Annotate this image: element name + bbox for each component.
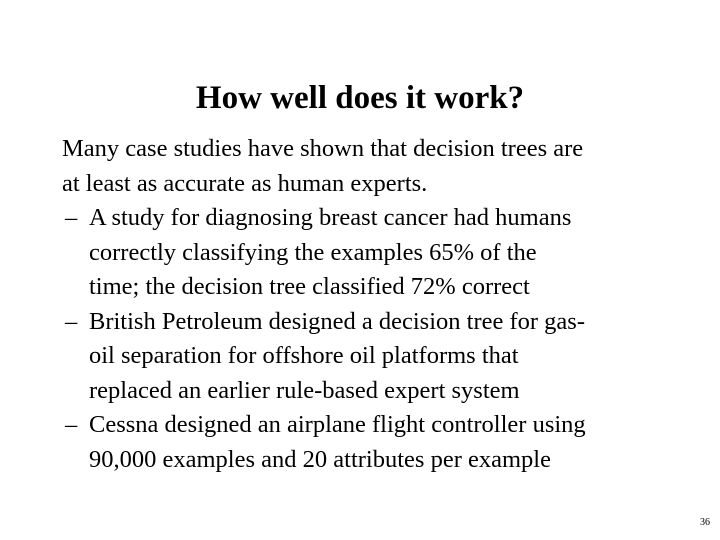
bullet-line: A study for diagnosing breast cancer had humans	[89, 204, 572, 231]
bullet-dash: –	[65, 307, 78, 335]
bullet-british-petroleum	[62, 305, 682, 409]
bullet-line: oil separation for offshore oil platforms that	[89, 342, 519, 369]
bullet-line: correctly classifying the examples 65% of the	[89, 238, 537, 266]
bullet-line: British Petroleum designed a decision tree for gas-	[89, 307, 585, 335]
bullet-dash: –	[65, 411, 78, 438]
intro-line-1: Many case studies have shown that decision trees are	[62, 135, 584, 162]
bullet-cessna	[62, 408, 682, 477]
bullet-line: 90,000 examples and 20 attributes per example	[89, 445, 551, 473]
bullet-line: replaced an earlier rule-based expert system	[89, 376, 520, 404]
slide-title: How well does it work?	[195, 80, 525, 116]
bullet-breast-cancer-study	[62, 201, 682, 305]
slide-body	[62, 132, 682, 477]
intro-line-2: at least as accurate as human experts.	[62, 169, 428, 197]
page-number: 36	[700, 517, 710, 528]
bullet-line: time; the decision tree classified 72% correct	[89, 273, 530, 300]
bullet-dash: –	[65, 204, 78, 231]
bullet-line: Cessna designed an airplane flight controller using	[89, 411, 586, 438]
